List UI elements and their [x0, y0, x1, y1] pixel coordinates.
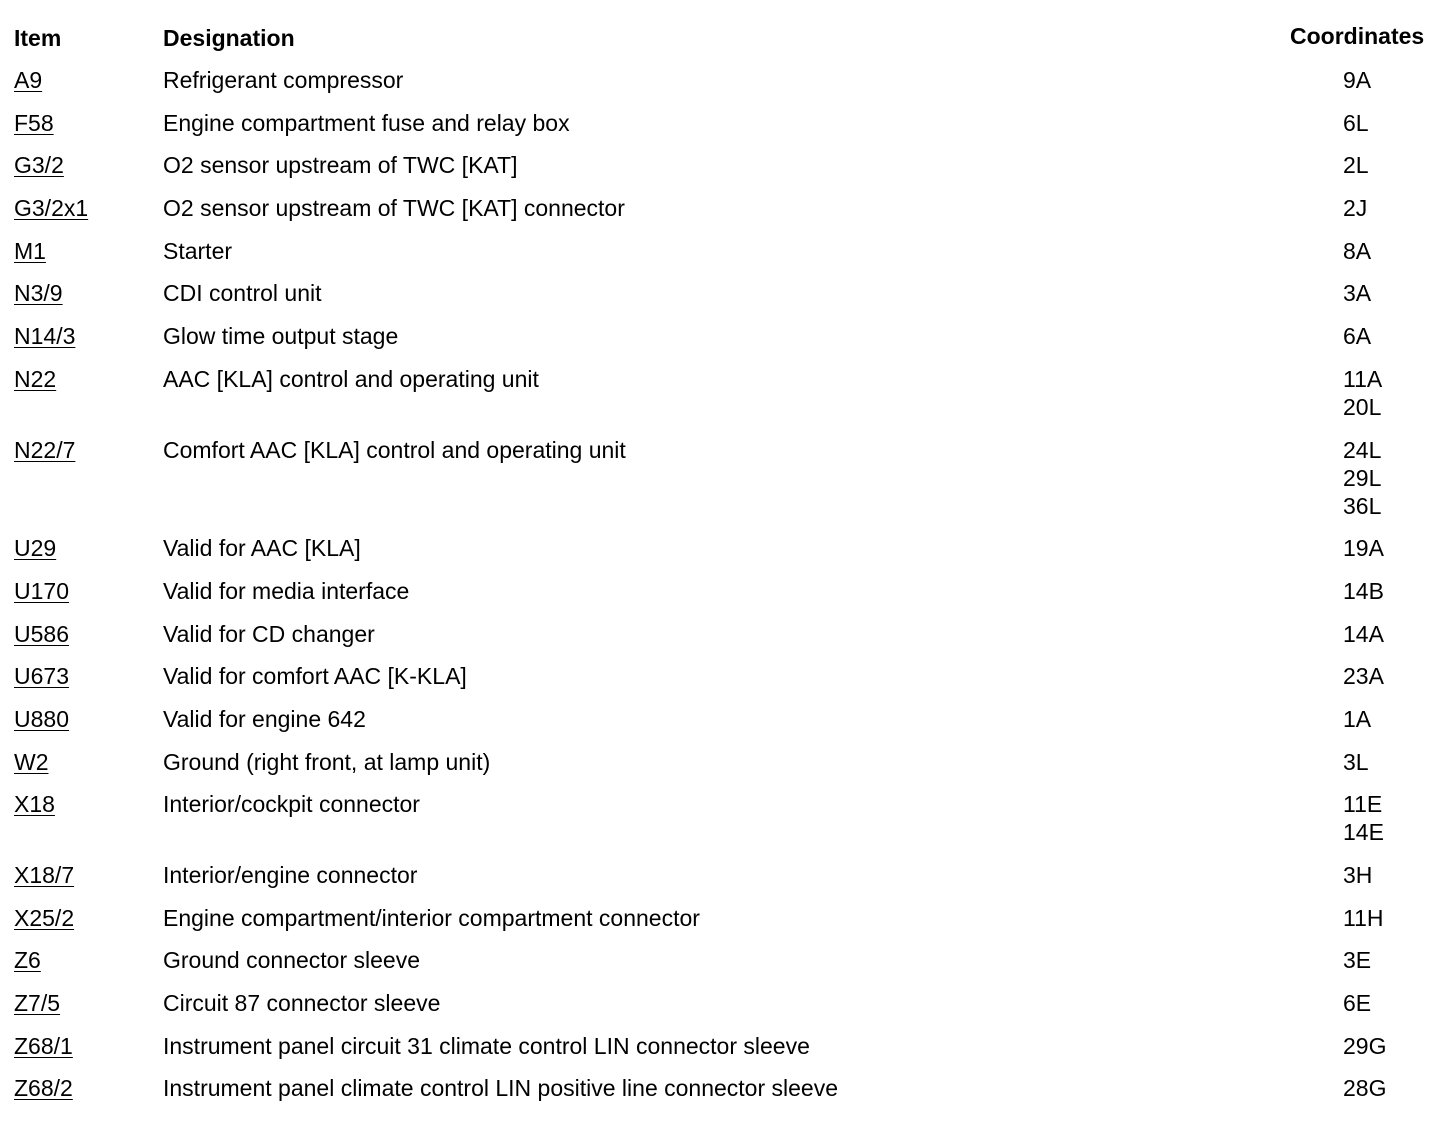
- coordinate-value: 29L: [1343, 464, 1382, 491]
- coordinates-cell: [1343, 861, 1372, 889]
- item-link[interactable]: X18/7: [14, 862, 75, 888]
- coordinates-cell: [1343, 1074, 1386, 1102]
- coordinates-cell: [1343, 620, 1384, 648]
- table-row: [14, 904, 1444, 947]
- item-link[interactable]: M1: [14, 237, 46, 264]
- table-row: [14, 577, 1444, 620]
- item-link[interactable]: X18: [14, 791, 55, 818]
- item-link[interactable]: N22/7: [14, 436, 76, 463]
- coordinate-value: 11H: [1343, 904, 1384, 931]
- table-row: [14, 1032, 1444, 1075]
- item-link[interactable]: U586: [14, 620, 69, 647]
- coordinate-value: 23A: [1343, 663, 1384, 690]
- table-header: [14, 24, 1444, 66]
- item-link[interactable]: G3/2: [14, 152, 64, 179]
- item-link[interactable]: U29: [14, 535, 57, 562]
- coordinate-value: 14A: [1343, 620, 1384, 647]
- table-row: [14, 790, 1444, 861]
- table-row: [14, 237, 1444, 280]
- table-row: [14, 662, 1444, 705]
- coordinates-cell: [1343, 534, 1384, 562]
- coordinates-cell: [1343, 790, 1384, 846]
- table-row: [14, 748, 1444, 791]
- coordinate-value: 6A: [1343, 323, 1372, 350]
- item-link[interactable]: Z68/1: [14, 1032, 73, 1059]
- coordinate-value: 19A: [1343, 535, 1384, 562]
- table-row: [14, 946, 1444, 989]
- coordinates-cell: [1343, 151, 1369, 179]
- coordinate-value: 28G: [1343, 1075, 1387, 1102]
- designation-text: Circuit 87 connector sleeve: [163, 990, 441, 1017]
- table-row: [14, 279, 1444, 322]
- item-link[interactable]: N14/3: [14, 323, 76, 350]
- designation-text: Interior/cockpit connector: [163, 791, 420, 818]
- coordinates-cell: [1343, 1032, 1386, 1060]
- coordinate-value: 3E: [1343, 947, 1372, 974]
- designation-text: Starter: [163, 237, 233, 264]
- designation-text: Valid for media interface: [163, 577, 410, 604]
- coordinate-value: 24L: [1343, 436, 1382, 463]
- coordinate-value: 3H: [1343, 862, 1373, 888]
- coordinates-cell: [1343, 904, 1384, 932]
- designation-text: Ground (right front, at lamp unit): [163, 748, 491, 775]
- item-link[interactable]: Z68/2: [14, 1075, 73, 1102]
- coordinate-value: 9A: [1343, 67, 1372, 93]
- table-row: [14, 436, 1444, 535]
- header-item: Item: [14, 25, 62, 51]
- table-row: [14, 194, 1444, 237]
- designation-text: Valid for engine 642: [163, 705, 366, 732]
- header-coordinates: Coordinates: [1290, 23, 1425, 49]
- coordinate-value: 14B: [1343, 577, 1384, 604]
- designation-text: Comfort AAC [KLA] control and operating unit: [163, 436, 626, 463]
- coordinates-cell: [1343, 662, 1384, 690]
- coordinates-cell: [1343, 109, 1369, 137]
- coordinate-value: 36L: [1343, 492, 1382, 519]
- coordinates-cell: [1343, 705, 1371, 733]
- coordinates-cell: [1343, 748, 1369, 776]
- coordinate-value: 6E: [1343, 990, 1372, 1017]
- designation-text: Refrigerant compressor: [163, 67, 404, 93]
- table-row: [14, 1074, 1444, 1117]
- designation-text: CDI control unit: [163, 280, 322, 307]
- coordinates-cell: [1343, 279, 1371, 307]
- item-link[interactable]: A9: [14, 67, 43, 93]
- item-link[interactable]: U170: [14, 577, 69, 604]
- item-link[interactable]: Z7/5: [14, 990, 61, 1017]
- coordinate-value: 11A: [1343, 365, 1383, 392]
- item-link[interactable]: U880: [14, 705, 69, 732]
- coordinates-cell: [1343, 989, 1371, 1017]
- designation-text: Interior/engine connector: [163, 862, 418, 888]
- coordinates-cell: [1343, 194, 1367, 222]
- table-row: [14, 109, 1444, 152]
- coordinate-value: 20L: [1343, 393, 1382, 420]
- table-row: [14, 151, 1444, 194]
- coordinate-value: 6L: [1343, 109, 1369, 136]
- designation-text: Instrument panel climate control LIN positive line connector sleeve: [163, 1075, 839, 1102]
- coordinates-cell: [1343, 436, 1381, 520]
- coordinate-value: 3A: [1343, 280, 1372, 307]
- coordinate-value: 1A: [1343, 705, 1372, 732]
- designation-text: O2 sensor upstream of TWC [KAT] connector: [163, 195, 625, 222]
- designation-text: O2 sensor upstream of TWC [KAT]: [163, 152, 518, 179]
- item-link[interactable]: W2: [14, 748, 49, 775]
- coordinate-value: 11E: [1343, 791, 1383, 818]
- coordinates-cell: [1343, 946, 1371, 974]
- designation-text: Engine compartment fuse and relay box: [163, 109, 570, 136]
- item-link[interactable]: Z6: [14, 947, 41, 974]
- coordinates-cell: [1343, 66, 1371, 94]
- table-body: [14, 66, 1444, 1117]
- designation-text: Valid for comfort AAC [K-KLA]: [163, 663, 467, 690]
- coordinate-value: 8A: [1343, 237, 1372, 264]
- table-row: [14, 620, 1444, 663]
- item-link[interactable]: F58: [14, 109, 54, 136]
- component-table: [14, 24, 1444, 1117]
- header-designation: Designation: [163, 25, 295, 51]
- table-row: [14, 66, 1444, 109]
- coordinate-value: 2L: [1343, 152, 1369, 179]
- item-link[interactable]: X25/2: [14, 904, 75, 931]
- designation-text: Valid for AAC [KLA]: [163, 535, 361, 562]
- designation-text: AAC [KLA] control and operating unit: [163, 365, 539, 392]
- table-row: [14, 322, 1444, 365]
- coordinate-value: 29G: [1343, 1032, 1387, 1059]
- designation-text: Ground connector sleeve: [163, 947, 420, 974]
- table-row: [14, 365, 1444, 436]
- item-link[interactable]: N22: [14, 365, 57, 392]
- table-row: [14, 705, 1444, 748]
- coordinates-cell: [1343, 365, 1382, 421]
- coordinates-cell: [1343, 322, 1371, 350]
- coordinate-value: 2J: [1343, 195, 1368, 222]
- item-link[interactable]: U673: [14, 663, 69, 690]
- item-link[interactable]: N3/9: [14, 280, 63, 307]
- designation-text: Instrument panel circuit 31 climate control LIN connector sleeve: [163, 1032, 810, 1059]
- coordinate-value: 3L: [1343, 748, 1369, 775]
- coordinates-cell: [1343, 237, 1371, 265]
- designation-text: Engine compartment/interior compartment connector: [163, 904, 700, 931]
- table-row: [14, 989, 1444, 1032]
- coordinates-cell: [1343, 577, 1384, 605]
- designation-text: Glow time output stage: [163, 323, 399, 350]
- designation-text: Valid for CD changer: [163, 620, 375, 647]
- item-link[interactable]: G3/2x1: [14, 195, 89, 222]
- table-row: [14, 861, 1444, 904]
- coordinate-value: 14E: [1343, 819, 1384, 846]
- table-row: [14, 534, 1444, 577]
